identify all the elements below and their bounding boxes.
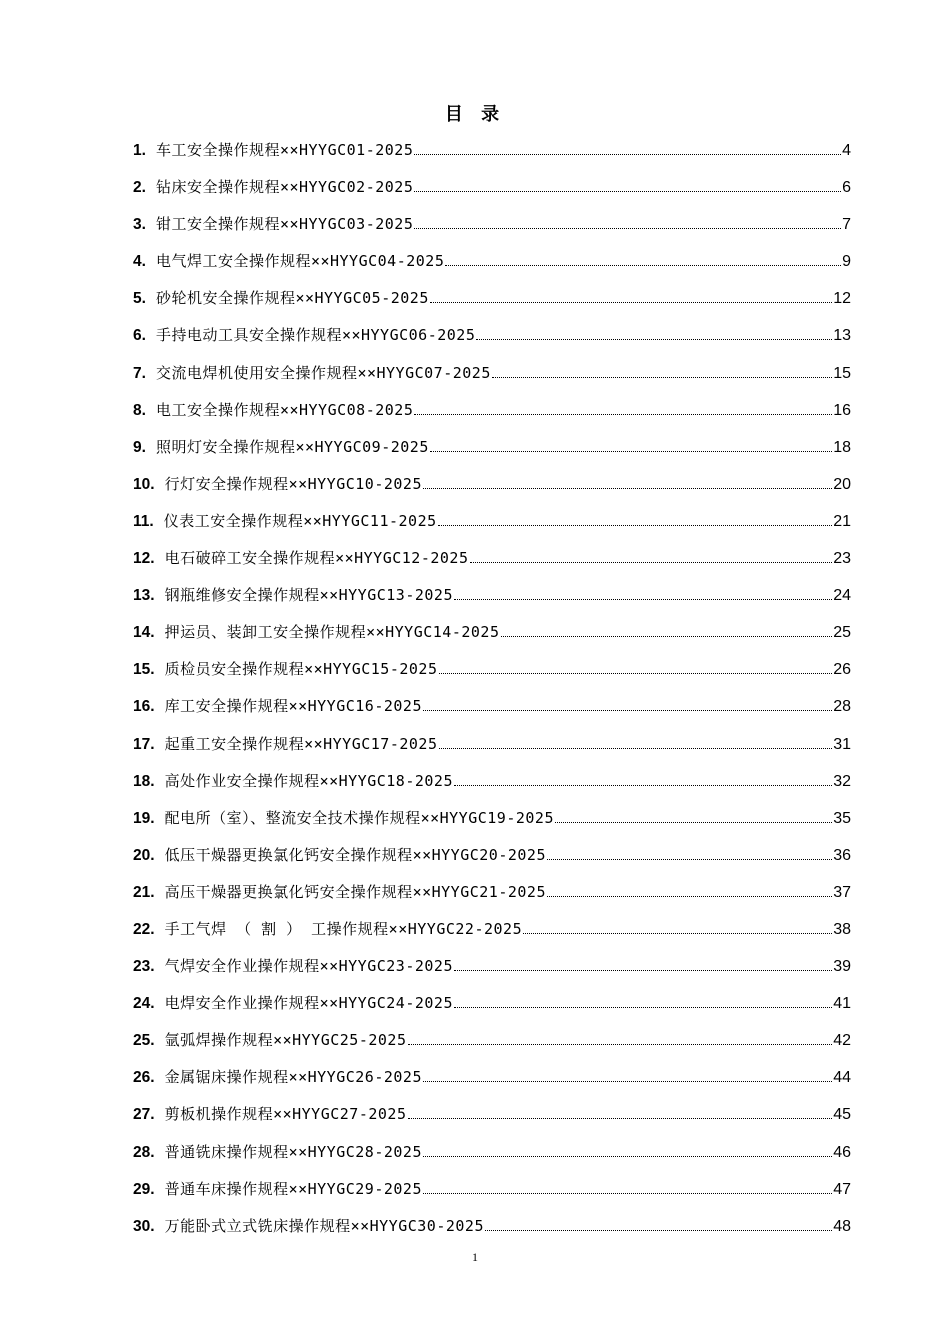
- toc-dot-leader: [476, 339, 832, 340]
- toc-entry-page: 42: [833, 1032, 851, 1050]
- toc-entry-title: 库工安全操作规程××HYYGC16-2025: [164, 697, 422, 716]
- toc-entry-number: 26.: [133, 1069, 155, 1087]
- toc-entry[interactable]: [133, 250, 851, 287]
- toc-entry-title: 钳工安全操作规程××HYYGC03-2025: [155, 215, 414, 234]
- toc-entry-title: 剪板机操作规程××HYYGC27-2025: [164, 1105, 407, 1124]
- toc-entry-number: 7.: [133, 364, 146, 382]
- toc-entry-page: 13: [833, 327, 851, 345]
- toc-entry-page: 41: [833, 995, 851, 1013]
- toc-entry-page: 47: [833, 1180, 851, 1198]
- toc-dot-leader: [408, 1044, 833, 1045]
- toc-list: [133, 139, 851, 1252]
- toc-entry-number: 30.: [133, 1217, 155, 1235]
- toc-entry-title: 起重工安全操作规程××HYYGC17-2025: [164, 734, 438, 753]
- toc-entry-page: 15: [833, 364, 851, 382]
- toc-dot-leader: [414, 228, 841, 229]
- toc-dot-leader: [501, 636, 833, 637]
- toc-entry[interactable]: [133, 844, 851, 881]
- toc-entry-page: 32: [833, 772, 851, 790]
- toc-dot-leader: [423, 1081, 832, 1082]
- toc-entry-number: 23.: [133, 958, 155, 976]
- toc-entry-title: 行灯安全操作规程××HYYGC10-2025: [164, 474, 422, 493]
- toc-entry[interactable]: [133, 139, 851, 176]
- toc-entry-title: 车工安全操作规程××HYYGC01-2025: [155, 141, 414, 159]
- toc-entry-page: 20: [833, 475, 851, 493]
- toc-entry[interactable]: [133, 807, 851, 844]
- toc-entry[interactable]: [133, 547, 851, 584]
- toc-entry-title: 万能卧式立式铣床操作规程××HYYGC30-2025: [164, 1216, 484, 1235]
- toc-entry-title: 配电所（室）、整流安全技术操作规程××HYYGC19-2025: [164, 808, 554, 827]
- toc-entry-number: 16.: [133, 698, 155, 716]
- toc-entry-number: 11.: [133, 512, 154, 530]
- toc-entry[interactable]: [133, 213, 851, 250]
- toc-dot-leader: [547, 896, 832, 897]
- toc-dot-leader: [492, 377, 832, 378]
- toc-dot-leader: [523, 933, 832, 934]
- toc-dot-leader: [423, 1193, 832, 1194]
- toc-entry[interactable]: [133, 695, 851, 732]
- toc-entry-number: 14.: [133, 624, 155, 642]
- toc-dot-leader: [423, 1156, 832, 1157]
- toc-entry-number: 6.: [133, 327, 146, 345]
- toc-entry-page: 39: [833, 958, 851, 976]
- toc-entry-title: 普通车床操作规程××HYYGC29-2025: [164, 1179, 422, 1198]
- toc-entry[interactable]: [133, 621, 851, 658]
- toc-entry[interactable]: [133, 287, 851, 324]
- toc-entry-number: 1.: [133, 142, 146, 159]
- toc-entry-title: 电焊安全作业操作规程××HYYGC24-2025: [164, 994, 453, 1013]
- toc-entry-number: 29.: [133, 1180, 155, 1198]
- toc-entry-number: 13.: [133, 587, 155, 605]
- toc-entry-number: 27.: [133, 1106, 155, 1124]
- toc-entry[interactable]: [133, 399, 851, 436]
- toc-dot-leader: [454, 1007, 832, 1008]
- toc-entry-number: 9.: [133, 438, 146, 456]
- toc-entry-title: 电气焊工安全操作规程××HYYGC04-2025: [155, 252, 445, 271]
- toc-entry-title: 氩弧焊操作规程××HYYGC25-2025: [164, 1031, 407, 1050]
- toc-entry-page: 25: [833, 624, 851, 642]
- toc-entry-title: 低压干燥器更换氯化钙安全操作规程××HYYGC20-2025: [164, 845, 546, 864]
- toc-entry-title: 普通铣床操作规程××HYYGC28-2025: [164, 1142, 422, 1161]
- toc-dot-leader: [408, 1118, 833, 1119]
- toc-entry[interactable]: [133, 584, 851, 621]
- toc-dot-leader: [423, 710, 832, 711]
- toc-dot-leader: [454, 599, 832, 600]
- page-number: 1: [472, 1250, 478, 1264]
- toc-entry-page: 35: [833, 809, 851, 827]
- toc-entry-page: 7: [842, 216, 851, 234]
- toc-entry[interactable]: [133, 362, 851, 399]
- toc-entry[interactable]: [133, 1215, 851, 1252]
- toc-entry-title: 砂轮机安全操作规程××HYYGC05-2025: [155, 289, 429, 308]
- toc-entry-number: 18.: [133, 772, 155, 790]
- toc-entry[interactable]: [133, 176, 851, 213]
- toc-entry[interactable]: [133, 992, 851, 1029]
- toc-title: 目 录: [444, 104, 506, 125]
- toc-entry[interactable]: [133, 473, 851, 510]
- toc-dot-leader: [547, 859, 832, 860]
- toc-entry-number: 28.: [133, 1143, 155, 1161]
- toc-entry-number: 4.: [133, 253, 146, 271]
- toc-entry-page: 44: [833, 1069, 851, 1087]
- toc-entry-title: 钻床安全操作规程××HYYGC02-2025: [155, 178, 414, 197]
- toc-entry-page: 28: [833, 698, 851, 716]
- toc-entry[interactable]: [133, 1178, 851, 1215]
- toc-dot-leader: [414, 414, 832, 415]
- toc-entry-page: 18: [833, 438, 851, 456]
- toc-entry[interactable]: [133, 918, 851, 955]
- toc-entry-page: 46: [833, 1143, 851, 1161]
- toc-dot-leader: [423, 488, 832, 489]
- toc-entry-page: 36: [833, 846, 851, 864]
- toc-entry-number: 8.: [133, 401, 146, 419]
- toc-entry-page: 12: [833, 290, 851, 308]
- toc-entry[interactable]: [133, 1066, 851, 1103]
- toc-entry[interactable]: [133, 658, 851, 695]
- toc-entry-number: 20.: [133, 846, 155, 864]
- toc-entry-page: 45: [833, 1106, 851, 1124]
- toc-entry-number: 17.: [133, 735, 155, 753]
- toc-entry[interactable]: [133, 1103, 851, 1140]
- toc-entry-title: 仪表工安全操作规程××HYYGC11-2025: [163, 511, 437, 530]
- toc-entry[interactable]: [133, 510, 851, 547]
- toc-dot-leader: [438, 525, 833, 526]
- toc-entry-title: 高压干燥器更换氯化钙安全操作规程××HYYGC21-2025: [164, 882, 546, 901]
- toc-dot-leader: [414, 154, 841, 155]
- toc-entry[interactable]: [133, 324, 851, 361]
- toc-entry-page: 31: [833, 735, 851, 753]
- toc-entry-title: 钢瓶维修安全操作规程××HYYGC13-2025: [164, 586, 453, 605]
- toc-entry[interactable]: [133, 955, 851, 992]
- toc-entry-number: 24.: [133, 995, 155, 1013]
- toc-entry-page: 23: [833, 550, 851, 568]
- toc-entry-number: 21.: [133, 883, 155, 901]
- toc-dot-leader: [439, 748, 833, 749]
- toc-dot-leader: [454, 785, 832, 786]
- toc-entry[interactable]: [133, 436, 851, 473]
- toc-dot-leader: [454, 970, 832, 971]
- toc-entry-number: 5.: [133, 290, 146, 308]
- toc-entry[interactable]: [133, 1029, 851, 1066]
- toc-entry[interactable]: [133, 1141, 851, 1178]
- toc-entry-title: 押运员、装卸工安全操作规程××HYYGC14-2025: [164, 623, 500, 642]
- toc-entry-title: 电工安全操作规程××HYYGC08-2025: [155, 400, 414, 419]
- toc-dot-leader: [485, 1230, 832, 1231]
- toc-dot-leader: [555, 822, 832, 823]
- toc-entry-page: 37: [833, 883, 851, 901]
- toc-entry-number: 10.: [133, 475, 155, 493]
- toc-dot-leader: [445, 265, 841, 266]
- toc-entry-title: 电石破碎工安全操作规程××HYYGC12-2025: [164, 549, 469, 568]
- toc-dot-leader: [414, 191, 841, 192]
- toc-entry-page: 26: [833, 661, 851, 679]
- toc-entry-number: 25.: [133, 1032, 155, 1050]
- toc-entry-number: 15.: [133, 661, 155, 679]
- toc-entry-page: 6: [842, 179, 851, 197]
- toc-entry-page: 9: [842, 253, 851, 271]
- toc-entry[interactable]: [133, 881, 851, 918]
- toc-entry[interactable]: [133, 733, 851, 770]
- toc-entry-title: 照明灯安全操作规程××HYYGC09-2025: [155, 437, 429, 456]
- toc-dot-leader: [439, 673, 833, 674]
- toc-entry-page: 21: [833, 512, 851, 530]
- toc-entry-page: 48: [833, 1217, 851, 1235]
- toc-entry-page: 38: [833, 920, 851, 938]
- toc-entry-title: 手工气焊 （ 割 ） 工操作规程××HYYGC22-2025: [164, 919, 523, 938]
- toc-entry-title: 手持电动工具安全操作规程××HYYGC06-2025: [155, 326, 476, 345]
- toc-entry-number: 2.: [133, 179, 146, 197]
- toc-dot-leader: [470, 562, 833, 563]
- toc-entry-number: 12.: [133, 550, 155, 568]
- toc-dot-leader: [430, 302, 832, 303]
- toc-entry-number: 3.: [133, 216, 146, 234]
- toc-entry[interactable]: [133, 770, 851, 807]
- toc-entry-title: 气焊安全作业操作规程××HYYGC23-2025: [164, 957, 453, 976]
- toc-entry-number: 22.: [133, 920, 155, 938]
- toc-entry-title: 质检员安全操作规程××HYYGC15-2025: [164, 660, 438, 679]
- toc-entry-page: 24: [833, 587, 851, 605]
- toc-entry-number: 19.: [133, 809, 155, 827]
- toc-entry-title: 高处作业安全操作规程××HYYGC18-2025: [164, 771, 453, 790]
- toc-entry-page: 4: [842, 142, 851, 159]
- toc-entry-title: 金属锯床操作规程××HYYGC26-2025: [164, 1068, 422, 1087]
- toc-dot-leader: [430, 451, 832, 452]
- toc-entry-page: 16: [833, 401, 851, 419]
- toc-entry-title: 交流电焊机使用安全操作规程××HYYGC07-2025: [155, 363, 491, 382]
